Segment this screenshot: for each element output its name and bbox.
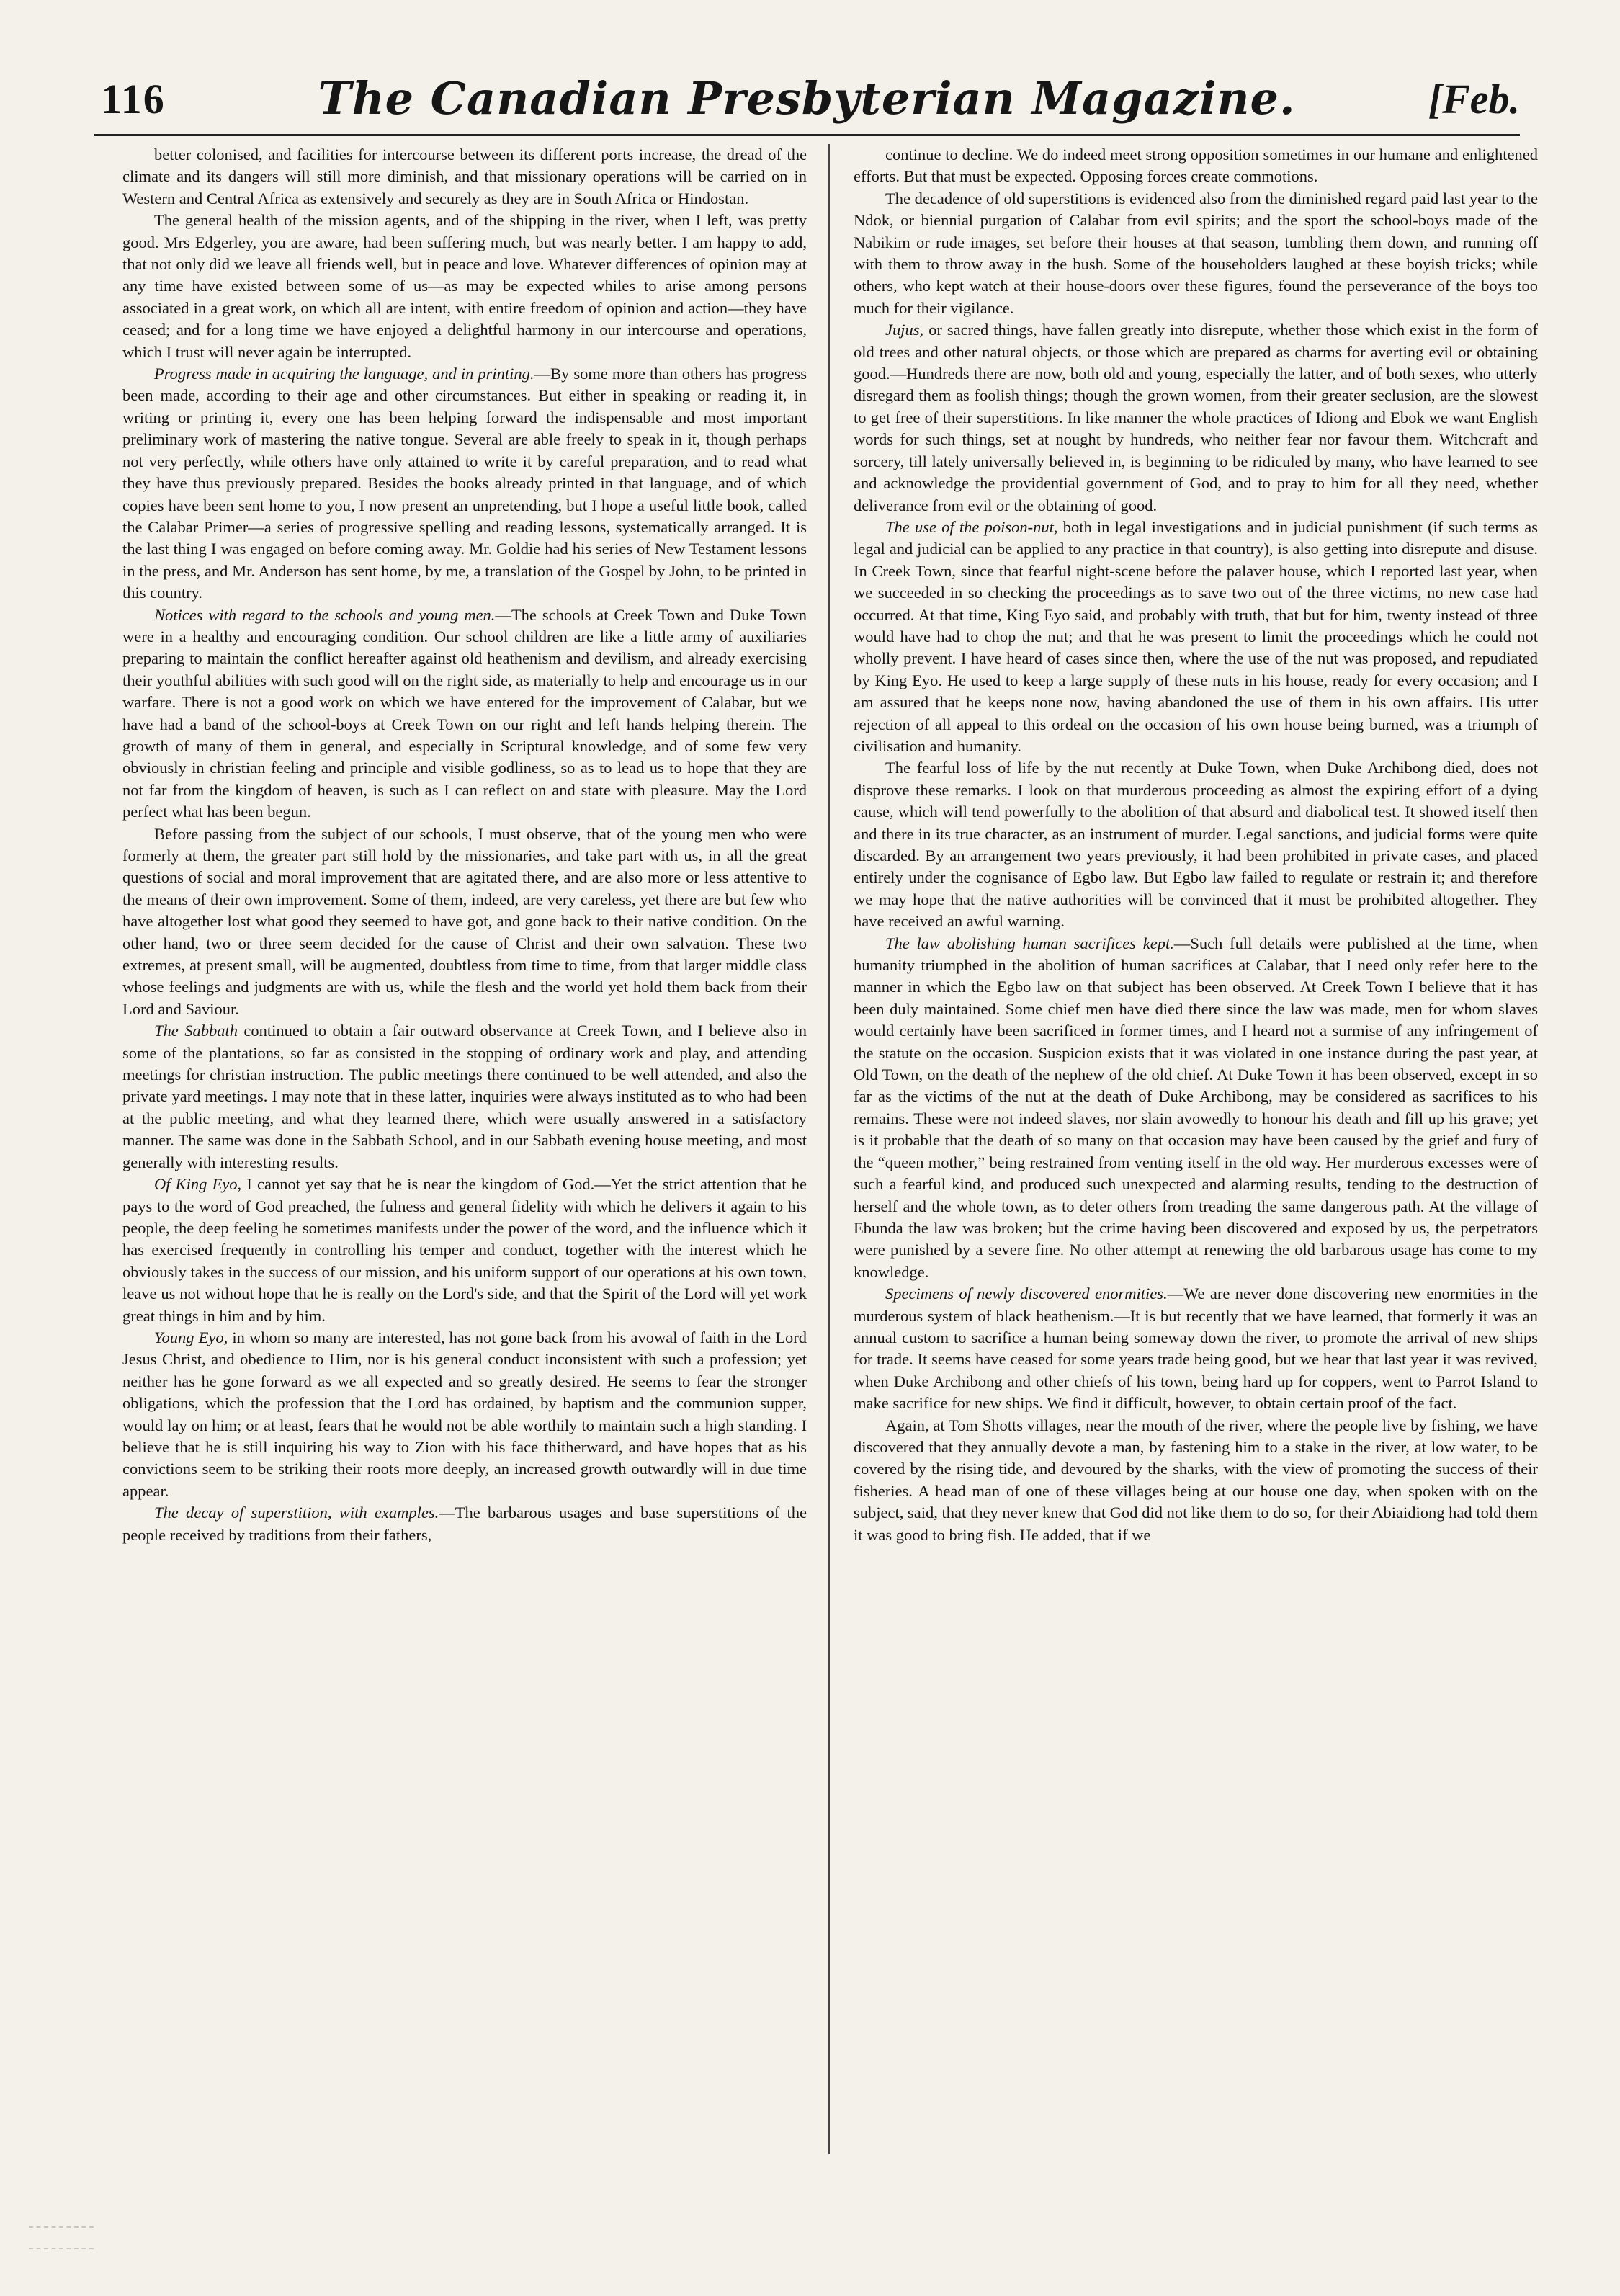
paragraph-text: The general health of the mission agents, and of the shipping in the river, when I left, was pretty good. Mrs Edgerley, you are aware, had been suffering much, but was nearly better. I am happy to add, that not only did we leave all friends well, but in peace and love. Whatever differences of opinion may at any time have existed between some of us—as may be expected whiles to arise among persons associated in a great work, on which all are intent, with entire freedom of opinion and action—they have ceased; and for a long time we have enjoyed a delightful harmony in our intercourse and operations, which I trust will never again be interrupted. [122,211,807,361]
paragraph-text: —By some more than others has progress been made, according to their age and other circumstances. But either in speaking or reading it, in writing or printing it, every one has been helping forward the indispensable and most important preliminary work of mastering the native tongue. Several are able freely to speak in it, though perhaps not very perfectly, while others have only attained to write it by careful preparation, and to read what they have thus previously prepared. Besides the books already printed in that language, and of which copies have been sent home to you, I now present an unpretending, but I hope a useful little book, called the Calabar Primer—a series of progressive spelling and reading lessons, systematically arranged. It is the last thing I was engaged on before coming away. Mr. Goldie had his series of New Testament lessons in the press, and Mr. Anderson has sent home, by me, a translation of the Gospel by John, to be printed in this country. [122,365,807,602]
left-column [122,144,807,2161]
paragraph [122,363,807,604]
paragraph-text: in whom so many are interested, has not gone back from his avowal of faith in the Lord Jesus Christ, and obedience to Him, nor is his general conduct inconsistent with such a profession; yet neither has he gone forward as we all expected and so greatly desired. He seems to fear the stronger obligations, which the profession that the Lord has ordained, by baptism and the communion supper, would lay on him; or at least, fears that he would not be able worthily to maintain such a high standing. I believe that he is still inquiring his way to Zion with his face thitherward, and have hopes that as his convictions seem to be striking their roots more deeply, an increased growth outwardly will in due time appear. [122,1328,807,1500]
paragraph [854,933,1538,1284]
header-rule [94,134,1520,136]
paragraph [854,1283,1538,1414]
paragraph [122,210,807,363]
issue-month: [Feb. [1428,76,1520,122]
paragraph [122,144,807,210]
paragraph-text: —We are never done discovering new enormities in the murderous system of black heathenism.—It is but recently that we have learned, that formerly it was an annual custom to sacrifice a human being someway down the river, to promote the arrival of new ships for trade. It seems have ceased for some years trade being good, but we hear that last year it was revived, when Duke Archibong and other chiefs of his town, being hard up for coppers, went to Parrot Island to make sacrifice for new ships. We find it difficult, however, to obtain certain proof of the fact. [854,1285,1538,1413]
paragraph-lead: Specimens of newly discovered enormities. [885,1285,1168,1303]
paragraph [122,1327,807,1502]
paragraph-text: Again, at Tom Shotts villages, near the mouth of the river, where the people live by fishing, we have discovered that they annually devote a man, by fastening him to a stake in the river, at low water, to be covered by the rising tide, and devoured by the sharks, with the view of promoting the success of their fisheries. A head man of one of these villages being at our house one day, when spoken with on the subject, said, that they never knew that God did not like them to do so, for their Abiaidiong had told them it was good to bring fish. He added, that if we [854,1416,1538,1544]
paragraph [854,188,1538,319]
paragraph-lead: Notices with regard to the schools and young men. [154,605,496,624]
paragraph [122,1174,807,1327]
column-divider [828,144,830,2154]
paragraph-text: Before passing from the subject of our schools, I must observe, that of the young men who were formerly at them, the greater part still hold by the missionaries, and take part with us, in all the great questions of social and moral improvement that are agitated there, and are also more or less attentive to the means of their own improvement. Some of them, indeed, are very careless, yet there are but few who have altogether lost what good they seemed to have got, and gone back to their native condition. On the other hand, two or three seem decided for the cause of Christ and their own salvation. These two extremes, at present small, will be augmented, doubtless from time to time, from that larger middle class whose feelings and judgments are with us, while the flesh and the world yet hold them back from their Lord and Saviour. [122,824,807,1018]
paragraph-lead: Progress made in acquiring the language, and in printing. [154,365,534,383]
paragraph-lead: The law abolishing human sacrifices kept. [885,934,1174,952]
paragraph-lead: The decay of superstition, with examples. [154,1504,439,1522]
paragraph [122,1020,807,1174]
print-smudge [29,2226,94,2235]
paragraph-text: I cannot yet say that he is near the kingdom of God.—Yet the strict attention that he pays to the word of God preached, the fulness and general fidelity with which he delivers it again to his people, the deep feeling he sometimes manifests under the power of the word, and the influence which it has exercised frequently in controlling his temper and conduct, together with the interest which he obviously takes in the success of our mission, and his uniform support of our operations at his own town, leave us not without hope that he is really on the Lord's side, and that the Spirit of the Lord will yet work great things in him and by him. [122,1175,807,1325]
paragraph-text: both in legal investigations and in judicial punishment (if such terms as legal and judicial can be applied to any practice in that country), is also getting into disrepute and disuse. In Creek Town, since that fearful night-scene before the palaver house, which I reported last year, when we succeeded in so checking the proceedings as to save two out of the three victims, no new case had occurred. At that time, King Eyo said, and probably with truth, that but for him, twenty instead of three would have had to chop the nut; and that he was present to limit the proceedings which he could not wholly prevent. I have heard of cases since then, where the use of the nut was proposed, and repudiated by King Eyo. He used to keep a large supply of these nuts in his house, ready for every occasion; and I am assured that he keeps none now, having abandoned the use of them in his own affairs. His utter rejection of all appeal to this ordeal on the occasion of his own house being burned, was a triumph of civilisation and humanity. [854,517,1538,755]
paragraph-text: —Such full details were published at the time, when humanity triumphed in the abolition of human sacrifices at Calabar, that I need only refer here to the manner in which the Egbo law on that subject has been observed. At Creek Town I believe that it has been duly maintained. Some chief men have died there since the law was made, men for whom slaves would certainly have been sacrificed in former times, and I heard not a surmise of any infringement of the statute on the occasion. Suspicion exists that it was violated in one instance during the past year, at Old Town, on the death of the nephew of the old chief. At Duke Town it has been observed, except in so far as the victims of the nut at the death of Duke Archibong, may be considered as sacrifices to his remains. These were not indeed slaves, nor slain avowedly to honour his death and fill up his grave; yet is it probable that the death of so many on that occasion may have been caused by the grief and fury of the “queen mother,” being restrained from venting itself in the old way. Her murderous excesses were of such a fearful kind, and produced such unexpected and alarming results, tending to the destruction of herself and the whole town, as to deter others from treading the same dangerous path. At the village of Ebunda the law was broken; but the crime having been discovered and exposed by us, the perpetrators were punished by a severe fine. No other attempt at renewing the old barbarous usage has come to my knowledge. [854,934,1538,1281]
right-column [854,144,1538,2161]
paragraph-text: The decadence of old superstitions is evidenced also from the diminished regard paid last year to the Ndok, or biennial purgation of Calabar from evil spirits; and the sport the school-boys made of the Nabikim or rude images, set before their houses at that season, tumbling them down, and running off with them to throw away in the bush. Some of the householders laughed at these boyish tricks; while others, who kept watch at their house-doors over these figures, found the perseverance of the boys too much for their vigilance. [854,189,1538,317]
running-header [94,72,1520,130]
paragraph-lead: Jujus, [885,321,924,339]
paragraph [854,757,1538,932]
paragraph [854,1415,1538,1546]
paragraph [854,517,1538,757]
paragraph-text: continue to decline. We do indeed meet strong opposition sometimes in our humane and enlightened efforts. But that must be expected. Opposing forces create commotions. [854,146,1538,186]
paragraph-text: The fearful loss of life by the nut recently at Duke Town, when Duke Archibong died, does not disprove these remarks. I look on that murderous proceeding as almost the expiring effort of a dying cause, which will tend powerfully to the abolition of that absurd and diabolical test. It showed itself then and there in its true character, as an instrument of murder. Legal sanctions, and judicial forms were quite discarded. By an arrangement two years previously, it had been prohibited in private cases, and placed entirely under the cognisance of Egbo law. But Egbo law failed to regulate or restrain it; and therefore we may hope that the native authorities will be convinced that it must be prohibited altogether. They have received an awful warning. [854,759,1538,931]
paragraph [122,823,807,1021]
paragraph-lead: Of King Eyo, [154,1175,242,1194]
paragraph-text: better colonised, and facilities for intercourse between its different ports increase, the dread of the climate and its dangers will still more diminish, and that missionary operations will be carried on in Western and Central Africa as extensively and securely as they are in South Africa or Hindostan. [122,146,807,207]
magazine-title: The Canadian Presbyterian Magazine. [318,72,1296,125]
paragraph-text: —The barbarous usages and base superstitions of the people received by traditions from their fathers, [122,1504,807,1544]
paragraph [854,319,1538,517]
paragraph-lead: The Sabbath [154,1022,238,1040]
page-number: 116 [101,76,166,122]
paragraph-lead: Young Eyo, [154,1328,228,1346]
paragraph-text: continued to obtain a fair outward observance at Creek Town, and I believe also in some of the plantations, so far as consisted in the stopping of ordinary work and play, and attending meetings for christian instruction. The public meetings there continued to be well attended, and also the private yard meetings. I may note that in these latter, inquiries were always instituted as to who had been at the public meeting, and what they learned there, which were usually answered in a satisfactory manner. The same was done in the Sabbath School, and in our Sabbath evening house meeting, and most generally with interesting results. [122,1022,807,1171]
print-smudge [29,2248,94,2256]
paragraph [122,604,807,823]
paragraph-text: —The schools at Creek Town and Duke Town were in a healthy and encouraging condition. Our school children are like a little army of auxiliaries preparing to maintain the conflict hereafter against old heathenism and devilism, and already exercising their youthful abilities with such good will on the right side, as materially to help and encourage us in our warfare. There is not a good work on which we have entered for the improvement of Calabar, but we have had a band of the school-boys at Creek Town on our right and left hands helping therein. The growth of many of them in general, and especially in Scriptural knowledge, and of some few very obviously in christian feeling and principle and visible godliness, so as to lead us to hope that they are not far from the kingdom of heaven, is such as I can reflect on and state with pleasure. May the Lord perfect what has been begun. [122,605,807,821]
paragraph-lead: The use of the poison-nut, [885,517,1058,536]
paragraph-text: or sacred things, have fallen greatly into disrepute, whether those which exist in the form of old trees and other natural objects, or those which are prepared as charms for averting evil or obtaining good.—Hundreds there are now, both old and young, especially the latter, and of both sexes, who utterly disregard them as foolish things; though the grown women, from their greater seclusion, are the slowest to get free of their superstitions. In like manner the whole practices of Idiong and Ebok we want English words for such things, set at nought by hundreds, who neither fear nor favour them. Witchcraft and sorcery, till lately universally believed in, is beginning to be ridiculed by many, who have learned to see and acknowledge the providential government of God, and to pray to him for all they need, whether deliverance from evil or the obtaining of good. [854,321,1538,514]
paragraph [854,144,1538,188]
paragraph [122,1502,807,1546]
